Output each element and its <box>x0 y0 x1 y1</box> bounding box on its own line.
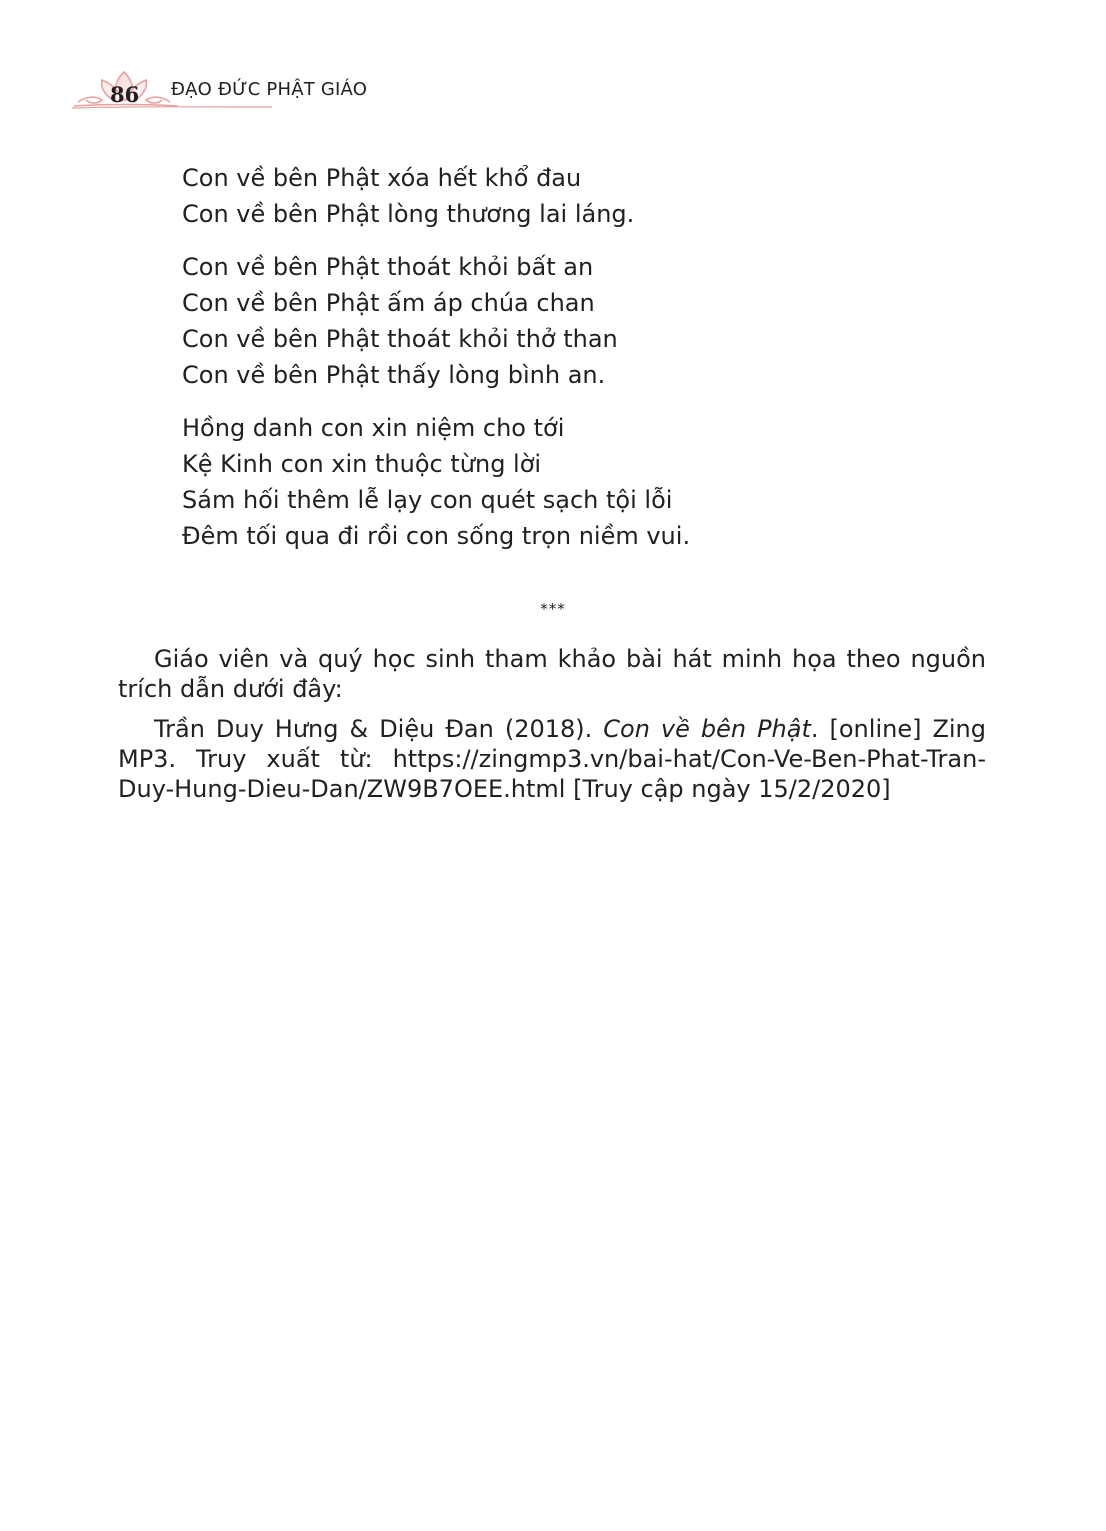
reference-title: Con về bên Phật <box>603 715 811 743</box>
verse-line: Con về bên Phật thoát khỏi thở than <box>182 325 618 353</box>
stanza <box>182 249 1002 393</box>
stanza <box>182 410 1002 554</box>
verse-line: Con về bên Phật xóa hết khổ đau <box>182 164 582 192</box>
intro-paragraph: Giáo viên và quý học sinh tham khảo bài hát minh họa theo nguồn trích dẫn dưới đây: <box>118 645 986 703</box>
verse-line: Đêm tối qua đi rồi con sống trọn niềm vui. <box>182 522 691 550</box>
notes-section <box>118 644 986 814</box>
poem <box>182 160 1002 571</box>
stanza <box>182 160 1002 232</box>
section-separator: *** <box>540 600 566 618</box>
running-title: ĐẠO ĐỨC PHẬT GIÁO <box>171 79 368 100</box>
verse-line: Con về bên Phật thoát khỏi bất an <box>182 253 594 281</box>
verse-line: Con về bên Phật thấy lòng bình an. <box>182 361 606 389</box>
reference-authors: Trần Duy Hưng & Diệu Đan (2018). <box>154 715 604 743</box>
page-number: 86 <box>110 82 140 107</box>
verse-line: Con về bên Phật lòng thương lai láng. <box>182 200 635 228</box>
reference-paragraph <box>118 714 986 804</box>
verse-line: Kệ Kinh con xin thuộc từng lời <box>182 450 542 478</box>
reference-details: . [online] Zing MP3. Truy xuất từ: https://zingmp3.vn/bai-hat/Con-Ve-Ben-Phat-Tran-Duy-Hung-Dieu-Dan/ZW9B7OEE.html [Truy cập ngày 15/2/2020] <box>118 715 986 803</box>
verse-line: Sám hối thêm lễ lạy con quét sạch tội lỗi <box>182 486 673 514</box>
verse-line: Hồng danh con xin niệm cho tới <box>182 414 565 442</box>
verse-line: Con về bên Phật ấm áp chúa chan <box>182 289 595 317</box>
